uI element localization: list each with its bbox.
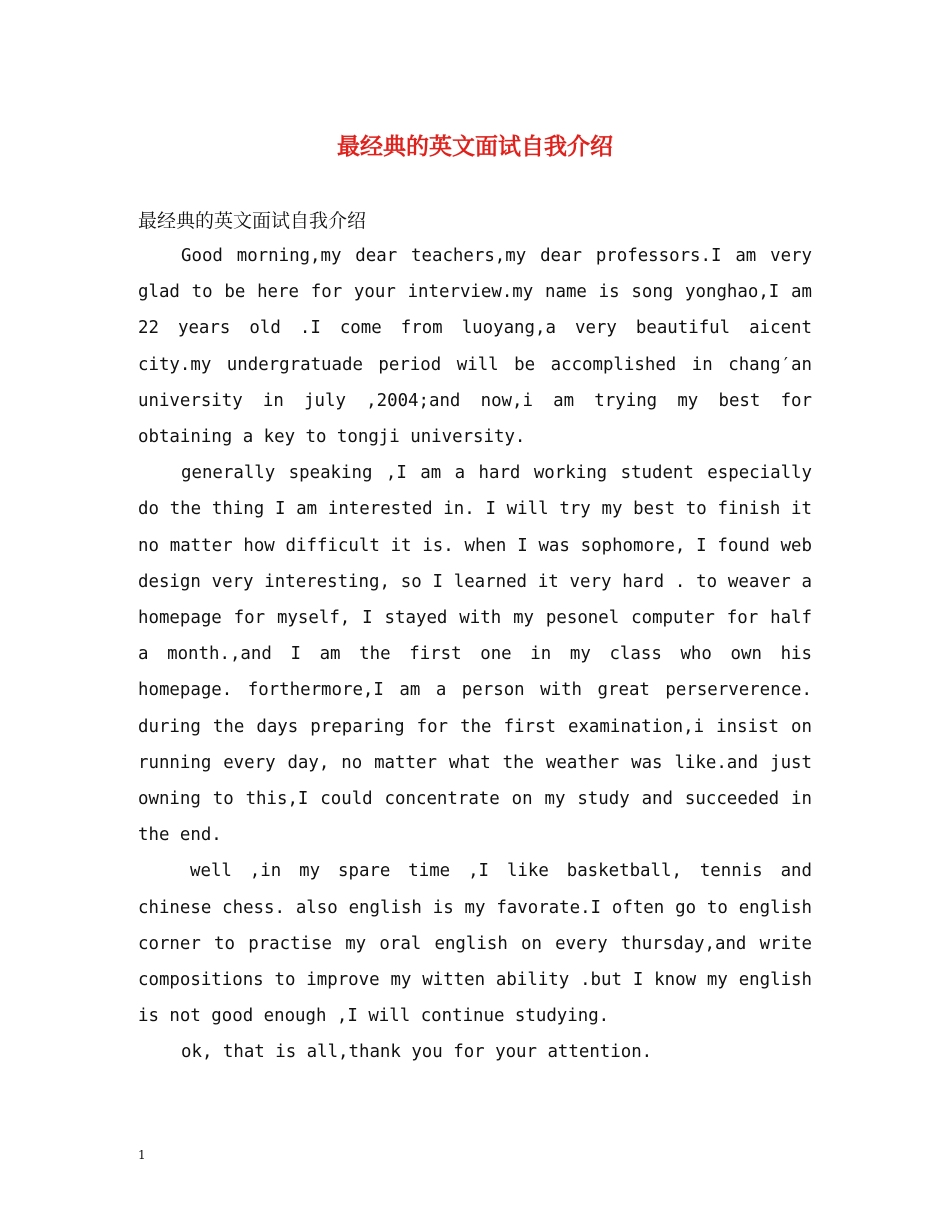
paragraph-greeting: Good morning,my dear teachers,my dear professors.I am very glad to be here for your interview.my name is song yonghao,I am 22 years old .I come from luoyang,a very beautiful aicent city.my undergratuade period will be accomplished in chang′an university in july ,2004;and now,i am trying my best for obtaining a key to tongji university.: [138, 246, 812, 448]
paragraph-personality: generally speaking ,I am a hard working student especially do the thing I am interested in. I will try my best to finish it no matter how difficult it is. when I was sophomore, I found web design very interesting, so I learned it very hard . to weaver a homepage for myself, I stayed with my pesonel computer for half a month.,and I am the first one in my class who own his homepage. forthermore,I am a person with great perserverence. during the days preparing for the first examination,i insist on running every day, no matter what the weather was like.and just owning to this,I could concentrate on my study and succeeded in the end.: [138, 463, 812, 846]
paragraph-hobbies: well ,in my spare time ,I like basketball, tennis and chinese chess. also english is my favorate.I often go to english corner to practise my oral english on every thursday,and write compositions to improve my witten ability .but I know my english is not good enough ,I will continue studying.: [138, 861, 812, 1027]
paragraph-closing: ok, that is all,thank you for your attention.: [181, 1042, 653, 1063]
document-body: [138, 238, 812, 1071]
document-subtitle: 最经典的英文面试自我介绍: [138, 210, 367, 232]
document-title: 最经典的英文面试自我介绍: [337, 133, 613, 160]
page-number: 1: [138, 1148, 146, 1162]
